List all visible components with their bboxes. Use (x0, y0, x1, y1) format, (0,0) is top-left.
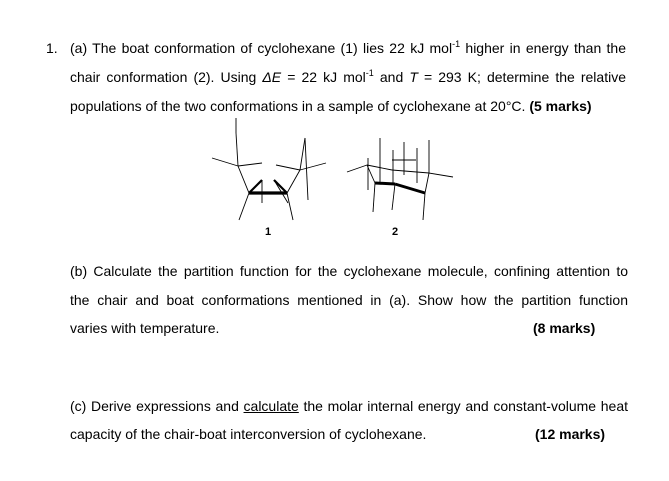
part-a-marks: (5 marks) (529, 98, 592, 114)
part-b-line-2: the chair and boat conformations mentioned in (a). Show how the partition function (70, 292, 628, 308)
calculate-underlined: calculate (243, 398, 299, 414)
part-a-line-2: chair conformation (2). Using ΔE = 22 kJ mol$^{-1}$ and T = 293 K; determine the relative (70, 68, 626, 85)
chair-conformation-drawing (347, 138, 453, 220)
figure-label-1: 1 (265, 226, 272, 238)
part-a-line-1: (a) The boat conformation of cyclohexane (1) lies 22 kJ mol$^{-1}$ higher in energy than the (70, 39, 627, 56)
figure-label-2: 2 (392, 226, 399, 238)
part-c-line-2: capacity of the chair-boat interconversion of cyclohexane. (70, 426, 427, 442)
part-c-marks: (12 marks) (535, 426, 606, 442)
question-number: 1. (46, 40, 58, 56)
boat-conformation-drawing (212, 118, 326, 220)
part-b-line-1: (b) Calculate the partition function for the cyclohexane molecule, confining attention to (70, 263, 628, 279)
part-a-line-3: populations of the two conformations in a sample of cyclohexane at 20°C. (5 marks) (70, 98, 592, 114)
part-b-marks: (8 marks) (533, 320, 596, 336)
part-b-line-3: varies with temperature. (70, 320, 220, 336)
part-c-line-1: (c) Derive expressions and calculate the molar internal energy and constant-volume heat (70, 398, 628, 414)
